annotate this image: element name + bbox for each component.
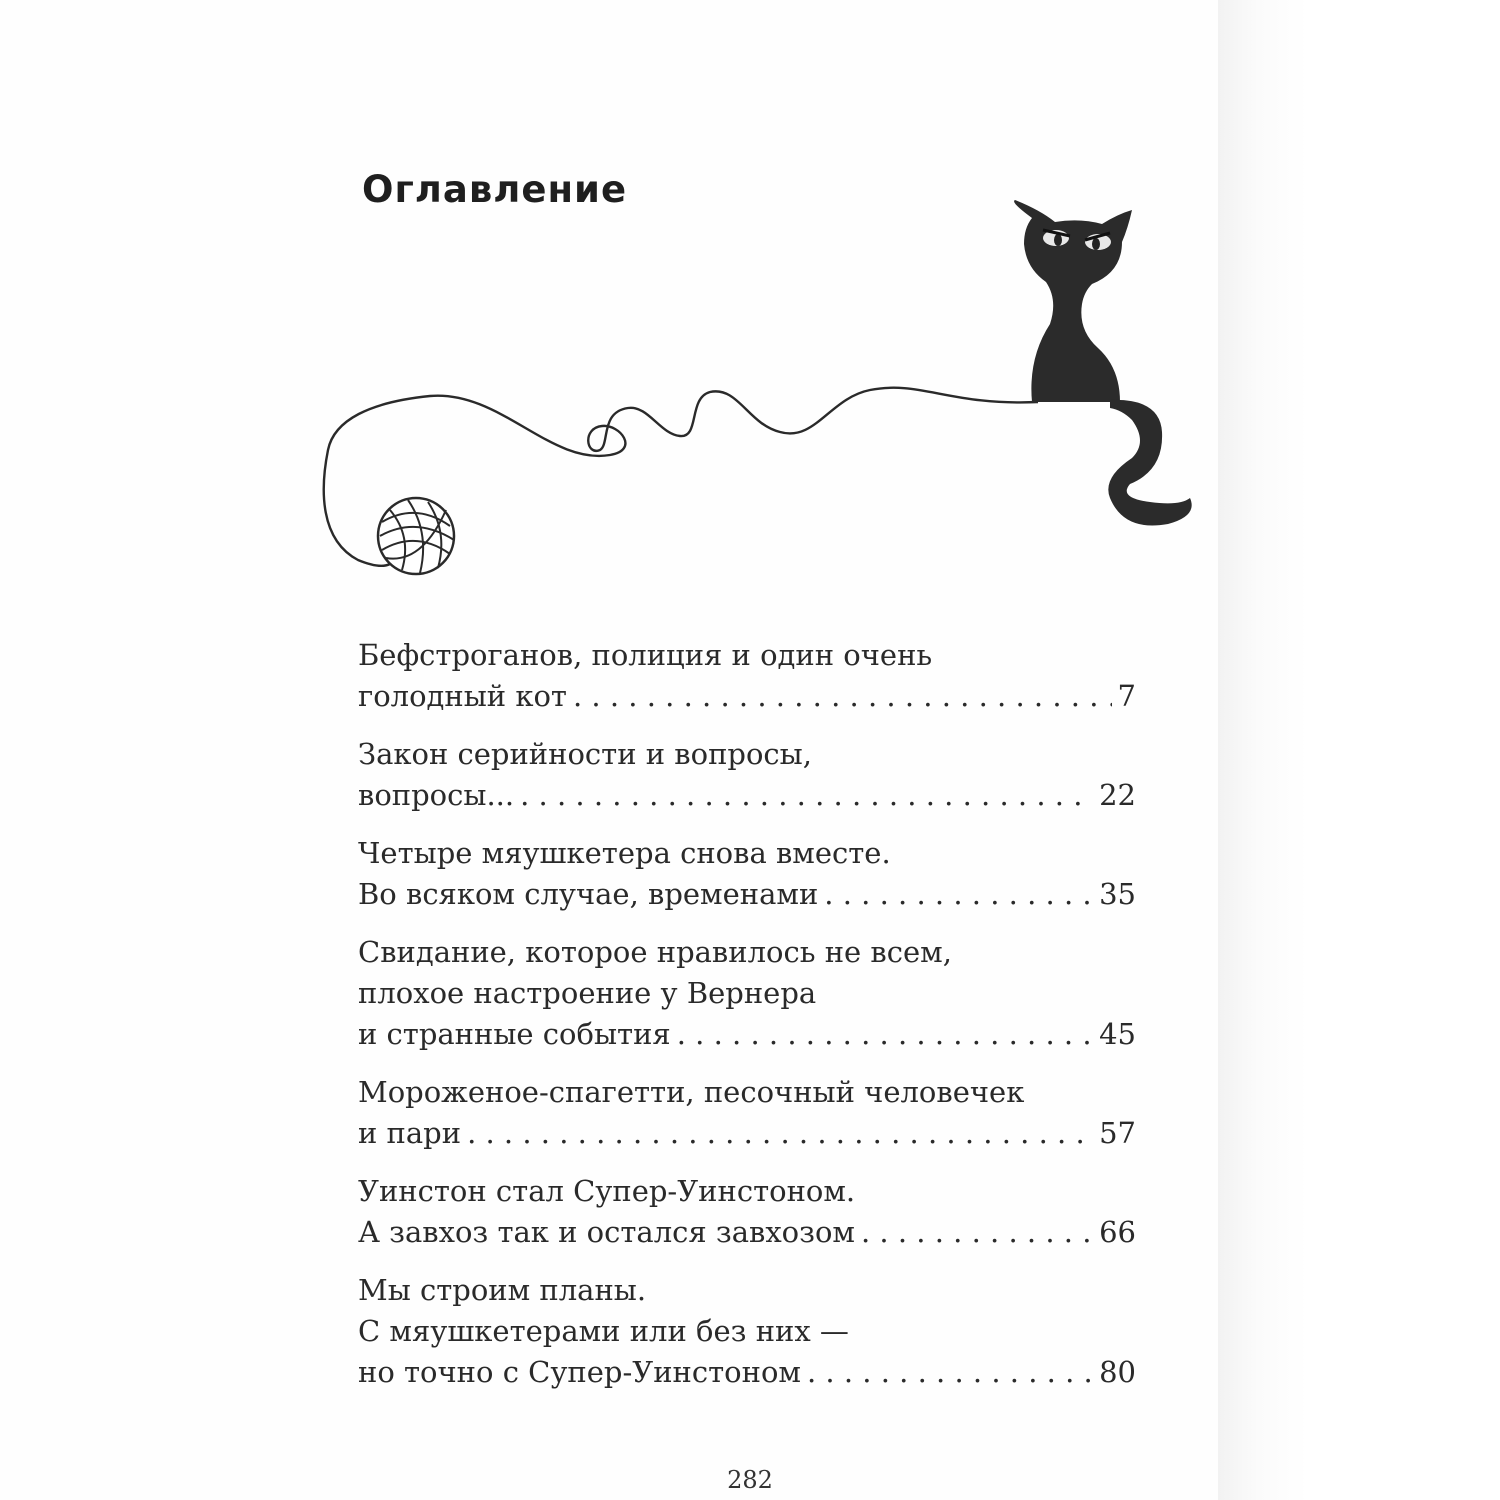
toc-entry-line: голодный кот (358, 679, 567, 713)
dot-leader (824, 874, 1093, 915)
toc-page-number: 35 (1099, 877, 1136, 911)
table-of-contents (358, 635, 1136, 1410)
dot-leader (861, 1212, 1093, 1253)
toc-entry[interactable] (358, 1171, 1136, 1253)
toc-entry-line: Бефстроганов, полиция и один очень (358, 638, 933, 672)
dot-leader (573, 676, 1112, 717)
dot-leader (807, 1352, 1093, 1393)
toc-entry-line: А завхоз так и остался завхозом (358, 1215, 855, 1249)
toc-entry-line: и странные события (358, 1017, 671, 1051)
toc-entry[interactable] (358, 932, 1136, 1055)
toc-entry-line: Во всяком случае, временами (358, 877, 819, 911)
toc-entry-line: Закон серийности и вопросы, (358, 737, 812, 771)
toc-entry-line: Свидание, которое нравилось не всем, (358, 935, 952, 969)
dot-leader (677, 1014, 1093, 1055)
yarn-ball-icon (378, 498, 454, 574)
dot-leader (467, 1113, 1093, 1154)
toc-entry-line: и пари (358, 1116, 462, 1150)
toc-entry-line: Уинстон стал Супер-Уинстоном. (358, 1174, 856, 1208)
toc-page-number: 7 (1117, 679, 1136, 713)
toc-entry[interactable] (358, 734, 1136, 816)
toc-entry[interactable] (358, 635, 1136, 717)
toc-page-number: 22 (1099, 778, 1136, 812)
toc-entry-line: Мы строим планы. (358, 1273, 647, 1307)
dot-leader (520, 775, 1093, 816)
toc-entry[interactable] (358, 833, 1136, 915)
toc-entry[interactable] (358, 1270, 1136, 1393)
cat-with-yarn-illustration (310, 180, 1220, 590)
toc-page-number: 57 (1099, 1116, 1136, 1150)
toc-entry-line: но точно с Супер-Уинстоном (358, 1355, 801, 1389)
toc-entry-line: Мороженое-спагетти, песочный человечек (358, 1075, 1025, 1109)
page-title: Оглавление (362, 168, 628, 211)
page-number: 282 (727, 1466, 773, 1494)
toc-entry-line: плохое настроение у Вернера (358, 976, 817, 1010)
toc-entry-line: Четыре мяушкетера снова вместе. (358, 836, 891, 870)
toc-page-number: 66 (1099, 1215, 1136, 1249)
toc-entry-line: С мяушкетерами или без них — (358, 1314, 849, 1348)
black-cat-icon (1014, 200, 1192, 526)
toc-entry[interactable] (358, 1072, 1136, 1154)
toc-page-number: 45 (1099, 1017, 1136, 1051)
toc-entry-line: вопросы... (358, 778, 515, 812)
page-edge-shadow (1218, 0, 1500, 1500)
toc-page-number: 80 (1099, 1355, 1136, 1389)
